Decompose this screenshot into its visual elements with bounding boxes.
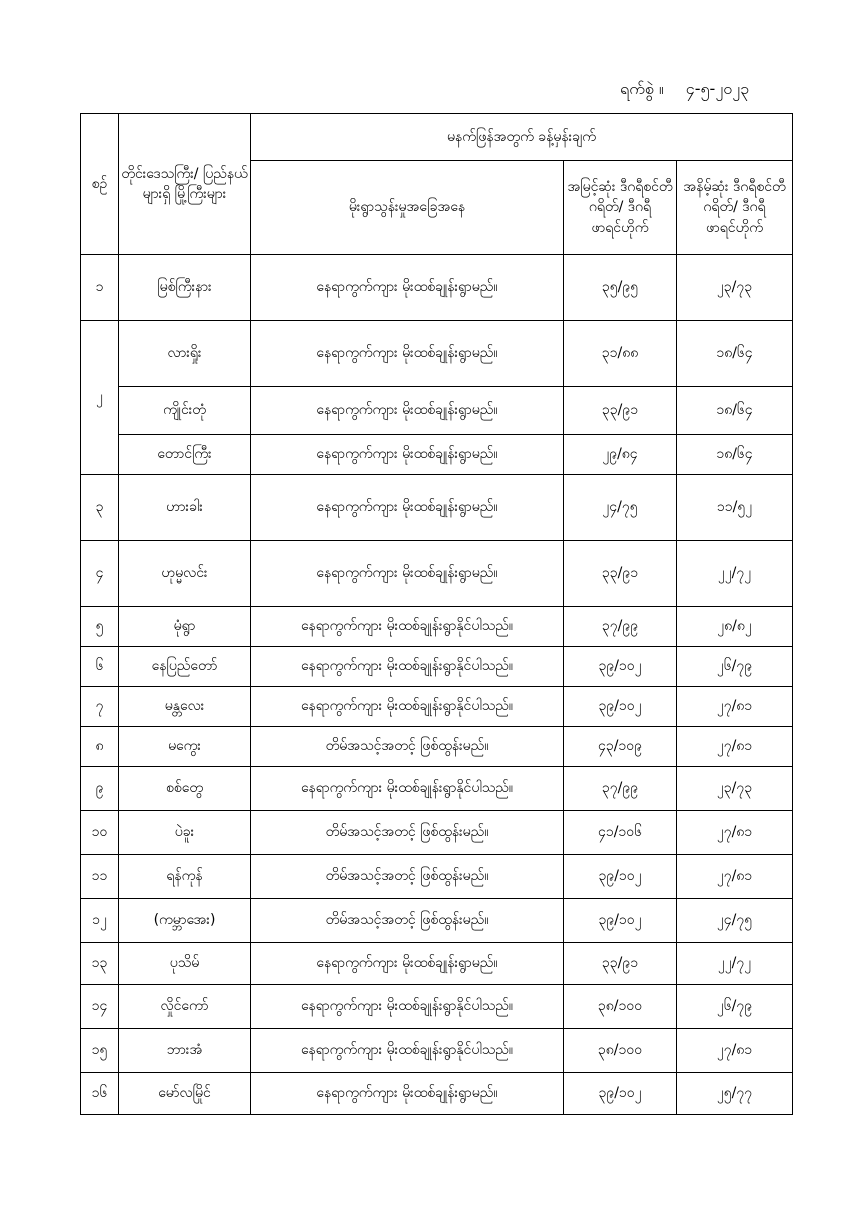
table-header: [81, 114, 793, 255]
cell-min-temp: ၂၂/၇၂: [677, 943, 793, 985]
table-row: [81, 647, 793, 687]
cell-serial-no: ၈: [81, 727, 119, 767]
cell-rain-condition: တိမ်အသင့်အတင့် ဖြစ်ထွန်းမည်။: [251, 899, 564, 943]
cell-min-temp: ၂၄/၇၅: [677, 899, 793, 943]
table-row: [81, 1029, 793, 1073]
table-row: [81, 1073, 793, 1115]
cell-min-temp: ၂၅/၇၇: [677, 1073, 793, 1115]
cell-city: ဟားခါး: [119, 475, 251, 541]
cell-min-temp: ၂၃/၇၃: [677, 255, 793, 321]
table-row: [81, 475, 793, 541]
table-row: [81, 943, 793, 985]
cell-serial-no: ၉: [81, 767, 119, 811]
cell-min-temp: ၂၇/၈၁: [677, 1029, 793, 1073]
cell-city: မြစ်ကြီးနား: [119, 255, 251, 321]
cell-serial-no: ၁၃: [81, 943, 119, 985]
cell-max-temp: ၂၉/၈၄: [564, 435, 677, 475]
cell-rain-condition: နေရာကွက်ကျား မိုးထစ်ချုန်းရွာမည်။: [251, 321, 564, 387]
cell-max-temp: ၃၁/၈၈: [564, 321, 677, 387]
cell-max-temp: ၃၉/၁၀၂: [564, 855, 677, 899]
cell-serial-no: ၄: [81, 541, 119, 607]
cell-max-temp: ၃၈/၁၀၀: [564, 985, 677, 1029]
cell-rain-condition: နေရာကွက်ကျား မိုးထစ်ချုန်းရွာမည်။: [251, 1073, 564, 1115]
cell-city: လားရှိုး: [119, 321, 251, 387]
cell-rain-condition: နေရာကွက်ကျား မိုးထစ်ချုန်းရွာနိုင်ပါသည်။: [251, 687, 564, 727]
cell-serial-no: ၁၆: [81, 1073, 119, 1115]
cell-rain-condition: နေရာကွက်ကျား မိုးထစ်ချုန်းရွာနိုင်ပါသည်။: [251, 767, 564, 811]
cell-city: ပုသိမ်: [119, 943, 251, 985]
header-min-temp: အနိမ့်ဆုံး ဒီဂရီစင်တီဂရိတ်/ ဒီဂရီဖာရင်ဟိုက်: [677, 161, 793, 255]
cell-rain-condition: တိမ်အသင့်အတင့် ဖြစ်ထွန်းမည်။: [251, 811, 564, 855]
cell-max-temp: ၃၃/၉၁: [564, 943, 677, 985]
cell-min-temp: ၂၆/၇၉: [677, 647, 793, 687]
header-max-temp: အမြင့်ဆုံး ဒီဂရီစင်တီဂရိတ်/ ဒီဂရီဖာရင်ဟိုက်: [564, 161, 677, 255]
cell-rain-condition: နေရာကွက်ကျား မိုးထစ်ချုန်းရွာနိုင်ပါသည်။: [251, 647, 564, 687]
cell-min-temp: ၁၈/၆၄: [677, 321, 793, 387]
header-city: တိုင်းဒေသကြီး/ ပြည်နယ်များရှိ မြို့ကြီးများ: [119, 114, 251, 255]
table-row: [81, 811, 793, 855]
cell-rain-condition: နေရာကွက်ကျား မိုးထစ်ချုန်းရွာမည်။: [251, 387, 564, 435]
table-row: [81, 541, 793, 607]
table-row: [81, 687, 793, 727]
cell-min-temp: ၁၈/၆၄: [677, 435, 793, 475]
cell-serial-no: ၃: [81, 475, 119, 541]
cell-serial-no: ၁: [81, 255, 119, 321]
cell-max-temp: ၂၄/၇၅: [564, 475, 677, 541]
cell-max-temp: ၃၉/၁၀၂: [564, 647, 677, 687]
cell-city: နေပြည်တော်: [119, 647, 251, 687]
cell-min-temp: ၂၃/၇၃: [677, 767, 793, 811]
table-row: [81, 387, 793, 435]
cell-max-temp: ၃၅/၉၅: [564, 255, 677, 321]
cell-max-temp: ၃၇/၉၉: [564, 607, 677, 647]
header-forecast-group: မနက်ဖြန်အတွက် ခန့်မှန်းချက်: [251, 114, 793, 161]
table-row: [81, 985, 793, 1029]
cell-rain-condition: နေရာကွက်ကျား မိုးထစ်ချုန်းရွာနိုင်ပါသည်။: [251, 1029, 564, 1073]
cell-city: လှိုင်ကော်: [119, 985, 251, 1029]
cell-rain-condition: တိမ်အသင့်အတင့် ဖြစ်ထွန်းမည်။: [251, 727, 564, 767]
cell-max-temp: ၄၃/၁၀၉: [564, 727, 677, 767]
cell-serial-no: ၁၄: [81, 985, 119, 1029]
cell-max-temp: ၃၉/၁၀၂: [564, 1073, 677, 1115]
forecast-table: [80, 113, 793, 1115]
cell-min-temp: ၂၇/၈၁: [677, 687, 793, 727]
cell-min-temp: ၁၈/၆၄: [677, 387, 793, 435]
cell-min-temp: ၂၇/၈၁: [677, 727, 793, 767]
cell-rain-condition: နေရာကွက်ကျား မိုးထစ်ချုန်းရွာနိုင်ပါသည်။: [251, 607, 564, 647]
cell-max-temp: ၃၃/၉၁: [564, 387, 677, 435]
cell-city: မကွေး: [119, 727, 251, 767]
date-label: ရက်စွဲ ။: [620, 79, 664, 98]
cell-city: မော်လမြိုင်: [119, 1073, 251, 1115]
cell-city: ပဲခူး: [119, 811, 251, 855]
table-row: [81, 607, 793, 647]
cell-max-temp: ၃၇/၉၉: [564, 767, 677, 811]
cell-min-temp: ၁၁/၅၂: [677, 475, 793, 541]
cell-rain-condition: နေရာကွက်ကျား မိုးထစ်ချုန်းရွာမည်။: [251, 475, 564, 541]
header-rain-condition: မိုးရွာသွန်းမှုအခြေအနေ: [251, 161, 564, 255]
cell-city: (ကမ္ဘာအေး): [119, 899, 251, 943]
cell-rain-condition: နေရာကွက်ကျား မိုးထစ်ချုန်းရွာနိုင်ပါသည်။: [251, 985, 564, 1029]
table-row: [81, 321, 793, 387]
table-row: [81, 727, 793, 767]
table-body: [81, 255, 793, 1115]
cell-city: ဘားအံ: [119, 1029, 251, 1073]
cell-serial-no: ၁၅: [81, 1029, 119, 1073]
cell-min-temp: ၂၆/၇၉: [677, 985, 793, 1029]
table-row: [81, 435, 793, 475]
cell-city: တောင်ကြီး: [119, 435, 251, 475]
cell-serial-no: ၂: [81, 321, 119, 475]
cell-city: မန္တလေး: [119, 687, 251, 727]
cell-city: ကျိုင်းတုံ: [119, 387, 251, 435]
date-line: [620, 78, 790, 102]
cell-min-temp: ၂၇/၈၁: [677, 811, 793, 855]
cell-city: စစ်တွေ: [119, 767, 251, 811]
cell-city: ရန်ကုန်: [119, 855, 251, 899]
cell-rain-condition: နေရာကွက်ကျား မိုးထစ်ချုန်းရွာမည်။: [251, 943, 564, 985]
cell-serial-no: ၁၁: [81, 855, 119, 899]
cell-serial-no: ၆: [81, 647, 119, 687]
cell-serial-no: ၅: [81, 607, 119, 647]
cell-rain-condition: တိမ်အသင့်အတင့် ဖြစ်ထွန်းမည်။: [251, 855, 564, 899]
cell-max-temp: ၃၉/၁၀၂: [564, 687, 677, 727]
table-row: [81, 767, 793, 811]
cell-max-temp: ၃၉/၁၀၂: [564, 899, 677, 943]
cell-serial-no: ၁၀: [81, 811, 119, 855]
cell-min-temp: ၂၇/၈၁: [677, 855, 793, 899]
cell-rain-condition: နေရာကွက်ကျား မိုးထစ်ချုန်းရွာမည်။: [251, 255, 564, 321]
table-row: [81, 899, 793, 943]
cell-max-temp: ၃၃/၉၁: [564, 541, 677, 607]
cell-min-temp: ၂၂/၇၂: [677, 541, 793, 607]
cell-city: မုံရွာ: [119, 607, 251, 647]
cell-max-temp: ၃၈/၁၀၀: [564, 1029, 677, 1073]
cell-serial-no: ၇: [81, 687, 119, 727]
table-row: [81, 255, 793, 321]
table-row: [81, 855, 793, 899]
cell-serial-no: ၁၂: [81, 899, 119, 943]
cell-rain-condition: နေရာကွက်ကျား မိုးထစ်ချုန်းရွာမည်။: [251, 435, 564, 475]
header-serial-no: စဉ်: [81, 114, 119, 255]
cell-rain-condition: နေရာကွက်ကျား မိုးထစ်ချုန်းရွာမည်။: [251, 541, 564, 607]
cell-min-temp: ၂၈/၈၂: [677, 607, 793, 647]
cell-max-temp: ၄၁/၁၀၆: [564, 811, 677, 855]
cell-city: ဟုမ္မလင်း: [119, 541, 251, 607]
date-value: ၄-၅-၂၀၂၃: [685, 79, 750, 98]
